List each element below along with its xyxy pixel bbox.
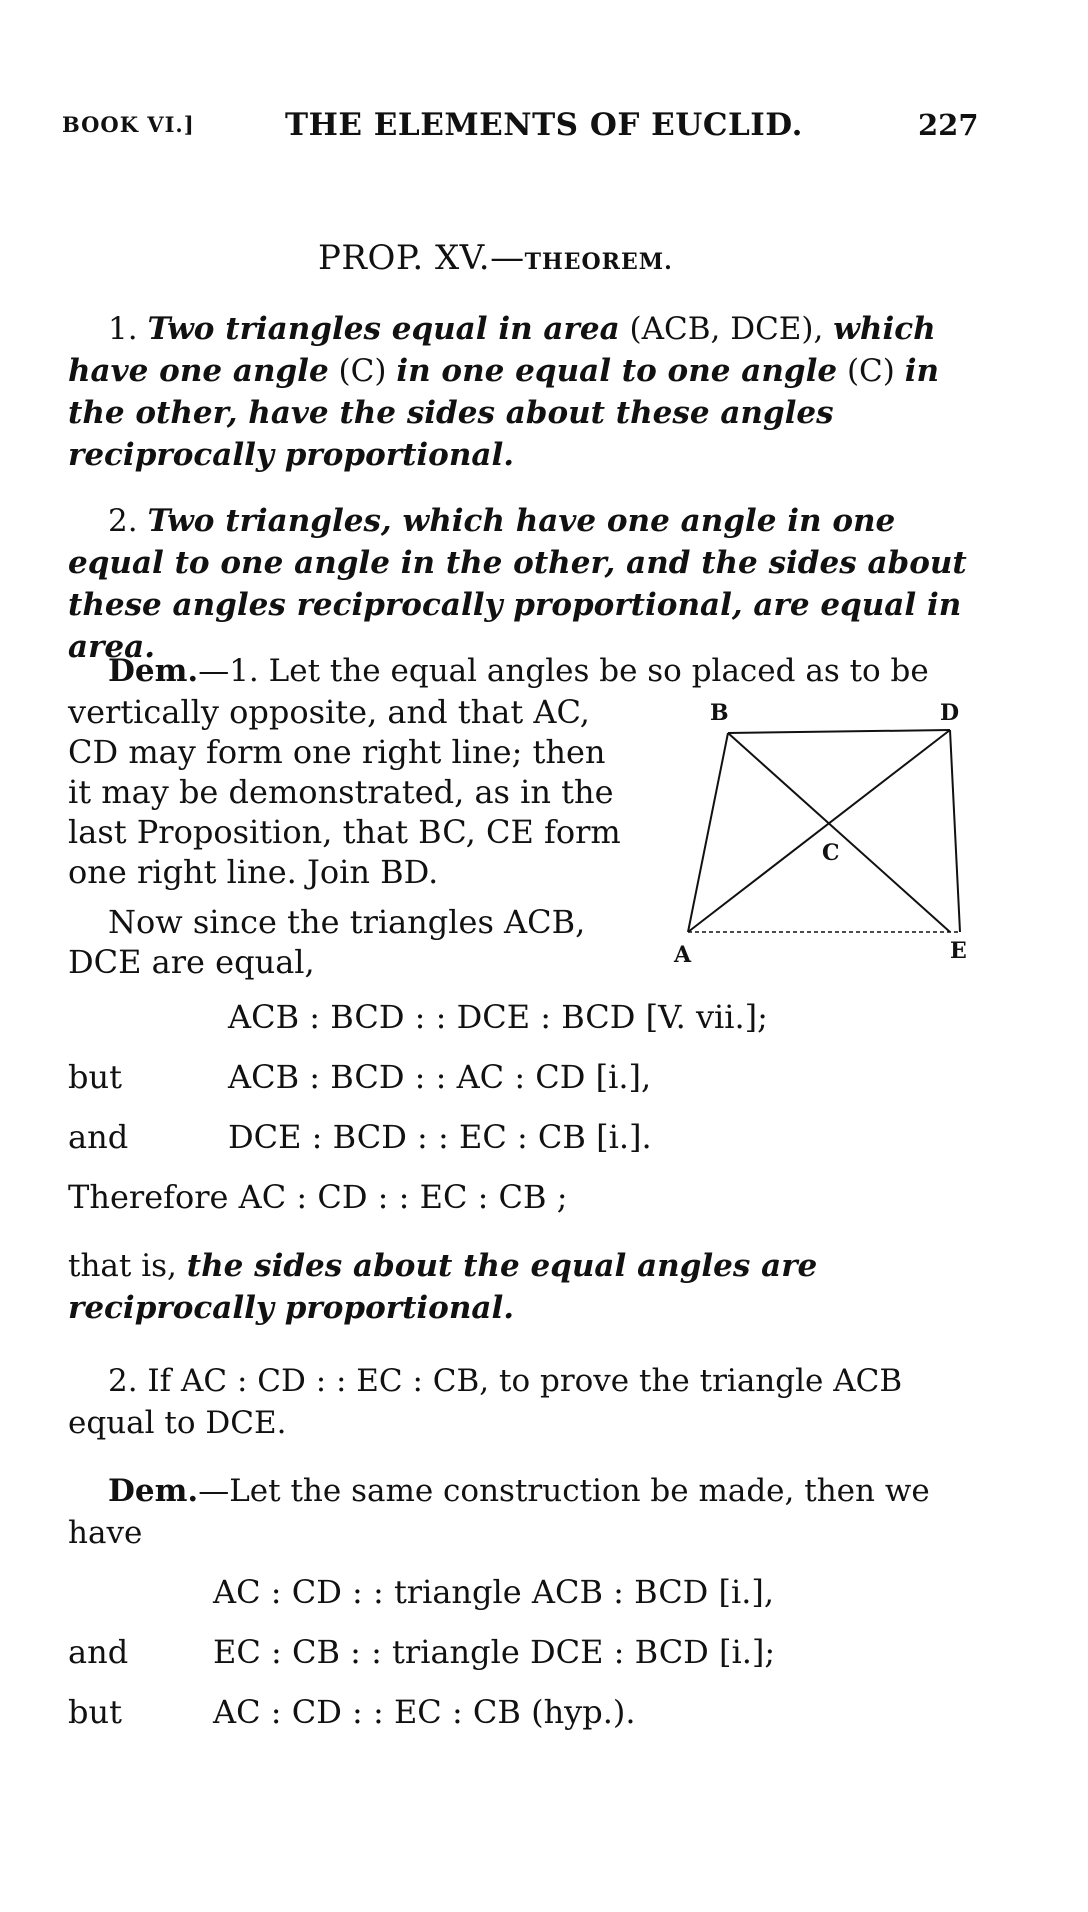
therefore-expression: AC : CD : : EC : CB ; (238, 1178, 568, 1216)
equation-expression: AC : CD : : EC : CB (hyp.). (213, 1693, 636, 1731)
equation-expression: ACB : BCD : : DCE : BCD (228, 998, 636, 1036)
statement-2-text: Two triangles, which have one angle in one equal to one angle in the other, and the sides about these angles reciprocally proportional, are equal in area. (68, 503, 967, 665)
demonstration-1-line: Now since the triangles ACB, (108, 903, 586, 941)
equation-expression: ACB : BCD : : AC : CD (228, 1058, 586, 1096)
line-bd (728, 730, 950, 733)
statement-1-text-f: (C) (846, 353, 895, 389)
label-b: B (710, 700, 729, 726)
demonstration-1-line: it may be demonstrated, as in the (68, 773, 614, 811)
statement-2 (68, 500, 978, 668)
equation-label: but (68, 1693, 122, 1731)
page-number: 227 (918, 108, 979, 142)
label-a: A (674, 942, 692, 968)
demonstration-1-line: vertically opposite, and that AC, (68, 693, 590, 731)
line-be (728, 733, 950, 932)
equation-reference: [i.]; (719, 1633, 776, 1671)
equation-row (68, 1690, 636, 1734)
demonstration-1-column (68, 692, 658, 982)
statement-1-text-a: Two triangles equal in area (147, 311, 620, 347)
therefore-row (68, 1175, 568, 1219)
equation-expression: EC : CB : : triangle DCE : BCD (213, 1633, 709, 1671)
statement-1-text-g: in the other, have the sides about these angles reciprocally proportional. (68, 353, 940, 473)
label-d: D (940, 700, 960, 726)
statement-1 (68, 308, 978, 476)
demonstration-1-line: last Proposition, that BC, CE form (68, 813, 621, 851)
demonstration-2 (68, 1470, 978, 1554)
conclusion-1-text: the sides about the equal angles are reciprocally proportional. (68, 1248, 818, 1326)
line-ba (688, 733, 728, 932)
running-title: THE ELEMENTS OF EUCLID. (285, 107, 803, 143)
equation-row (68, 1630, 775, 1674)
therefore-label: Therefore (68, 1178, 229, 1216)
book-label: BOOK VI.] (62, 112, 195, 137)
demonstration-1-line: CD may form one right line; then (68, 733, 606, 771)
equation-reference: [i.]. (596, 1118, 652, 1156)
statement-2-number: 2. (108, 503, 138, 539)
quadrilateral-figure (660, 700, 980, 970)
demonstration-1-first-line: —1. Let the equal angles be so placed as to be (198, 653, 929, 689)
equation-label: and (68, 1118, 129, 1156)
conclusion-1 (68, 1245, 978, 1329)
equation-row (68, 1115, 652, 1159)
demonstration-1-intro (68, 650, 978, 692)
equation-label: and (68, 1633, 129, 1671)
equation-row (68, 995, 768, 1039)
equation-expression: DCE : BCD : : EC : CB (228, 1118, 586, 1156)
statement-1-text-e: in one equal to one angle (396, 353, 838, 389)
conclusion-1-prefix: that is, (68, 1248, 177, 1284)
equation-expression: AC : CD : : triangle ACB : BCD (213, 1573, 709, 1611)
statement-1-number: 1. (108, 311, 138, 347)
demonstration-1-line: one right line. Join BD. (68, 853, 439, 891)
line-da (688, 730, 950, 932)
part-2-statement: 2. If AC : CD : : EC : CB, to prove the triangle ACB equal to DCE. (68, 1363, 903, 1441)
demonstration-1-line: DCE are equal, (68, 943, 315, 981)
equation-label: but (68, 1058, 122, 1096)
equation-reference: [i.], (595, 1058, 652, 1096)
equation-row (68, 1570, 774, 1614)
proposition-title (318, 238, 673, 278)
equation-reference: [V. vii.]; (645, 998, 768, 1036)
statement-1-text-d: (C) (338, 353, 387, 389)
statement-1-text-c: which have one angle (68, 311, 936, 389)
equation-row (68, 1055, 651, 1099)
label-e: E (950, 938, 967, 964)
proposition-number: PROP. XV.— (318, 238, 525, 278)
line-de (950, 730, 960, 932)
dem-label-2: Dem. (108, 1473, 199, 1509)
dem-label-1: Dem. (108, 653, 199, 689)
equation-reference: [i.], (718, 1573, 775, 1611)
label-c: C (822, 840, 840, 866)
statement-1-text-b: (ACB, DCE), (629, 311, 824, 347)
demonstration-2-text: —Let the same construction be made, then we have (68, 1473, 930, 1551)
proposition-kind: THEOREM. (524, 249, 673, 275)
